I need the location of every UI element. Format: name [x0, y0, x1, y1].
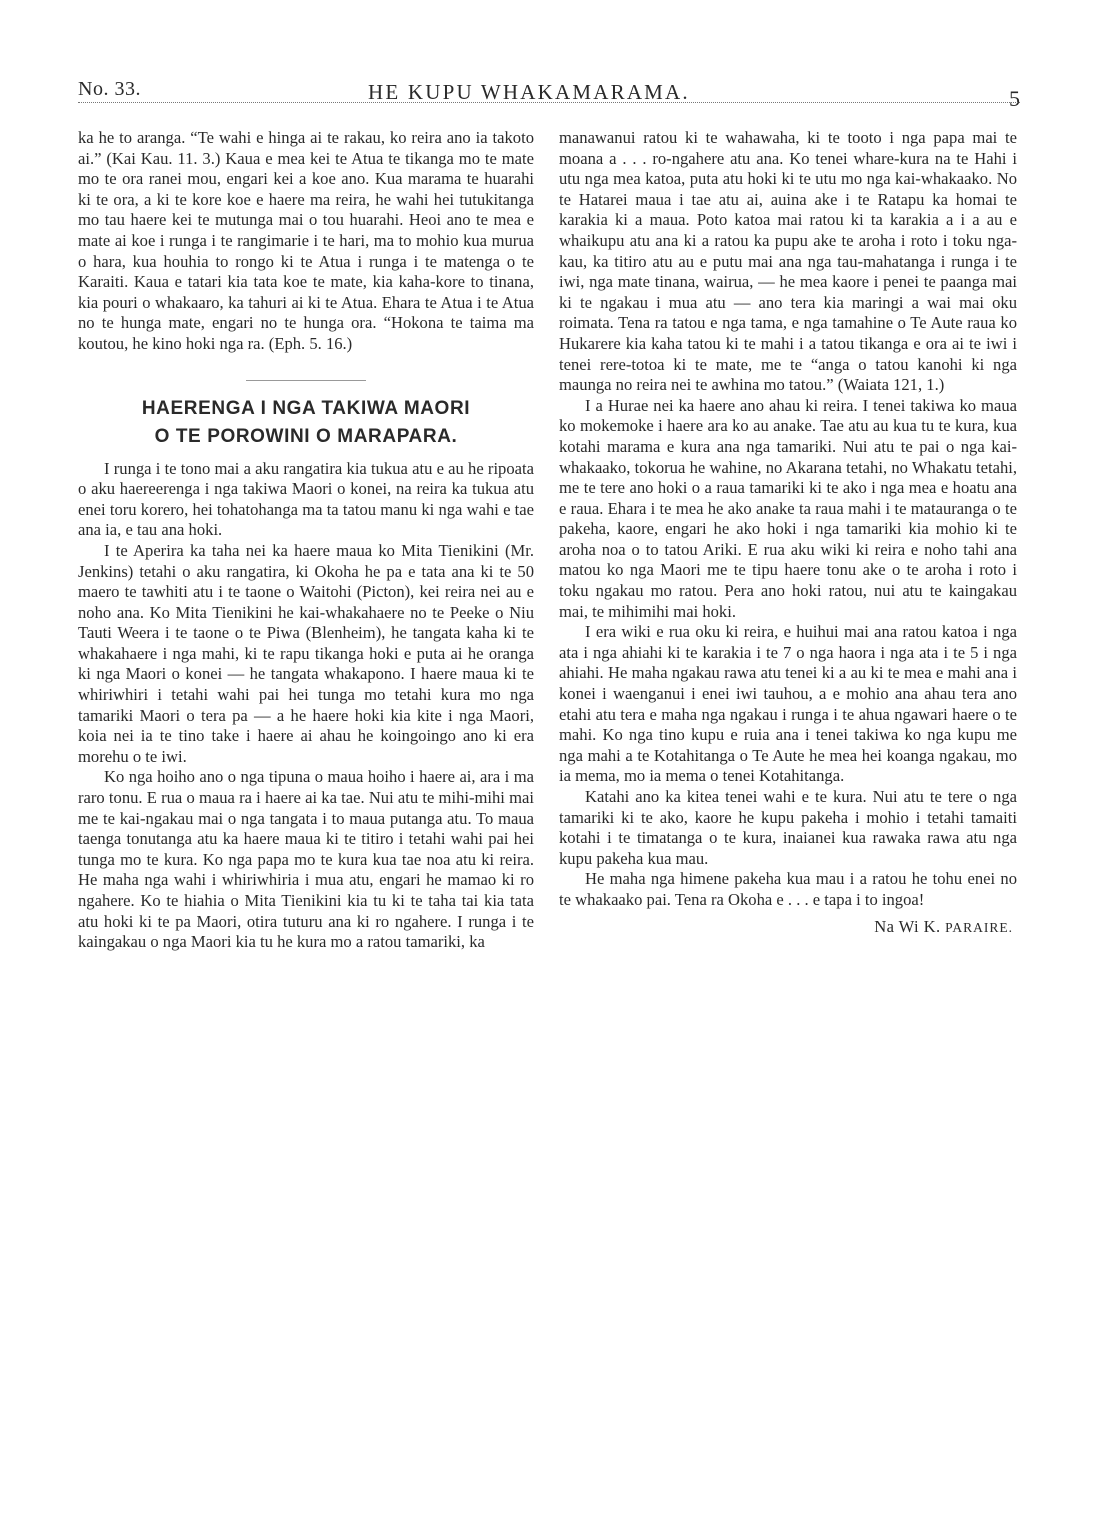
- article-heading: [78, 395, 534, 451]
- page-number: 5: [1009, 86, 1020, 111]
- continued-paragraph: ka he to aranga. “Te wahi e hinga ai te rakau, ko reira ano ia takoto ai.” (Kai Kau. 11. 3.) Kaua e mea kei te Atua te tikanga mo te mate mo te ora ranei mou, engari kei a koe ano. Kua marama te huarahi ki te ora, a ki te kore koe e haere ma reira, he wahi hei tutukitanga mo tau haere kei te mutunga mai o tou huarahi. Heoi ano te mea e mate ai koe i runga i te rangimarie i te hari, ma to mohio kua murua o hara, kua houhia to rongo ki te Atua i runga i te matenga o te Karaiti. Kaua e tatari kia tata koe te mate, kia kaha-kore to tinana, kia pouri o whakaaro, ka tahuri ai ki te Atua. Ehara te Atua i te Atua no te hunga mate, engari no te hunga ora. “Hokona te taima ma koutou, he kino hoki nga ra. (Eph. 5. 16.): [78, 128, 534, 353]
- article-paragraph: Ko nga hoiho ano o nga tipuna o maua hoiho i haere ai, ara i ma raro tonu. E rua o maua ra i haere ai ka tae. Nui atu te mihi-mihi mai me te kai-ngakau mai o nga tangata i to maua putanga atu. To maua taenga tonutanga atu ka haere maua ki te titiro i tetahi wahi pai hei tunga mo te kura. Ko nga papa mo te kura kua tae noa atu ki reira. He maha nga wahi i whiriwhiria i mua atu, engari he mamao ki ro ngahere. Ko te hiahia o Mita Tienikini kia tu ki te taha tai kia tata atu hoki ki te pa Maori, otira tuturu ana ki ro ngahere. I runga i te kaingakau o nga Maori kia tu he kura mo a ratou tamariki, ka: [78, 767, 534, 952]
- article-paragraph: I runga i te tono mai a aku rangatira kia tukua atu e au he ripoata o aku haereerenga i nga takiwa Maori o konei, na reira ka tukua atu enei toru korero, hei tohatohanga ma ta tatou manu ki nga wahi e tae ana ia, e tau ana hoki.: [78, 458, 534, 540]
- article-paragraph: manawanui ratou ki te wahawaha, ki te tooto i nga papa mai te moana a . . . ro-ngahere atu ana. Ko tenei whare-kura na te Hahi i utu nga mea katoa, puta atu hoki ki te utu mo nga kai-whakaako. No te Hatarei maua i tae atu ai, auina ake i te Ratapu ka homai te karakia ki a maua. Poto katoa mai ratou ki ta karakia a i a au e whaikupu atu ana ki a ratou ka pupu ake te aroha i roto i toku nga-kau, ka titiro atu au e putu mai ana nga tau-mahatanga i runga i te iwi, nga mate tinana, wairua, — he mea kaore i penei te paanga mai ki te ngakau i mua atu — ano tera kia maringi a wai mai oku roimata. Tena ra tatou e nga tama, e nga tamahine o Te Aute raua ko Hukarere kia kaha tatou ki te mahi i a tatou tikanga e ora ai te iwi i tenei rere-totoa ki te mate, me te “anga o tatou kanohi ki nga maunga no reira nei te awhina mo tatou.” (Waiata 121, 1.): [559, 128, 1017, 395]
- article-heading-line-1: HAERENGA I NGA TAKIWA MAORI: [141, 397, 471, 419]
- article-paragraph: He maha nga himene pakeha kua mau i a ratou he tohu enei no te whakaako pai. Tena ra Okoha e . . . e tapa i to ingoa!: [559, 869, 1017, 909]
- right-column: [559, 128, 1017, 938]
- signature-prefix: Na Wi K.: [874, 916, 941, 936]
- article-heading-line-2: O TE POROWINI O MARAPARA.: [154, 425, 458, 447]
- article-paragraph: Katahi ano ka kitea tenei wahi e te kura. Nui atu te tere o nga tamariki ki te ako, kaore he kupu pakeha i mohio i tetahi tamaiti kotahi i te timatanga o te kura, inaianei kua rawaka rawa atu nga kupu pakeha kua mau.: [559, 787, 1017, 868]
- publication-title: HE KUPU WHAKAMARAMA.: [368, 80, 690, 104]
- article-paragraph: I te Aperira ka taha nei ka haere maua ko Mita Tienikini (Mr. Jenkins) tetahi o aku rangatira, ki Okoha he pa e tata ana ki te 50 maero te tawhiti atu i te taone o Waitohi (Picton), kei reira nei au e noho ana. Ko Mita Tienikini he kai-whakahaere no te Peeke o Niu Tauti Weera i te taone o te Piwa (Blenheim), he tangata kaha ki te whakahaere i nga mahi, ki te rapu tikanga hoki e puta ai he oranga ki nga Maori o konei — he tangata whakapono. I haere maua ki te whiriwhiri i tetahi wahi pai hei tunga mo tetahi kura mo nga tamariki Maori o tera pa — a he haere hoki kia kite i nga Maori, koia nei ia te tino take i haere ai ahau he koingoingo ano ki era morehu o te iwi.: [78, 540, 534, 766]
- article-paragraph: I a Hurae nei ka haere ano ahau ki reira. I tenei takiwa ko maua ko mokemoke i haere ara ko au anake. Tae atu au kua tu te kura, kua kotahi marama e kura ana nga tamariki. Nui atu te pai o nga kai-whakaako, tokorua he wahine, no Akarana tetahi, no Whakatu tetahi, me te tere ano hoki o a raua tamariki ki te ako i nga mea e hoatu ana e raua. Ehara i te mea he ako anake ta raua mahi i te matauranga o te pakeha, kaore, engari he ako hoki i nga tamariki kia mohio ki te aroha noa o to tatou Ariki. E rua aku wiki ki reira e noho tahi ana matou ko nga Maori me te tipu haere tonu ake o te aroha i roto i toku ngakau mo ratou. Pera ano hoki ratou, nui atu te kaingakau mai, te mihimihi mai hoki.: [559, 395, 1017, 621]
- signature-name: PARAIRE.: [945, 919, 1013, 935]
- author-signature: [559, 917, 1017, 939]
- issue-number: No. 33.: [78, 78, 141, 100]
- header-rule: [78, 102, 1020, 103]
- left-column: [78, 128, 534, 953]
- section-divider: [246, 380, 366, 381]
- running-head: [78, 70, 1020, 111]
- article-paragraph: I era wiki e rua oku ki reira, e huihui mai ana ratou katoa i nga ata i nga ahiahi ki te karakia i te 7 o nga haora i nga ata i te 5 i nga ahiahi. He maha ngakau rawa atu tenei ki a au ki te mea e mahi ana i konei i waenganui i enei iwi tauhou, a e mohio ana ahau tera ano etahi atu tera e maha nga ngakau i runga i te ahua ngawari haere o te mahi. Ko nga tino kupu e ruia ana i tenei takiwa ko nga kupu me nga mahi a te Kotahitanga o Te Aute he mea hei koanga ngakau, mo ia mema, mo ia mema o tenei Kotahitanga.: [559, 622, 1017, 786]
